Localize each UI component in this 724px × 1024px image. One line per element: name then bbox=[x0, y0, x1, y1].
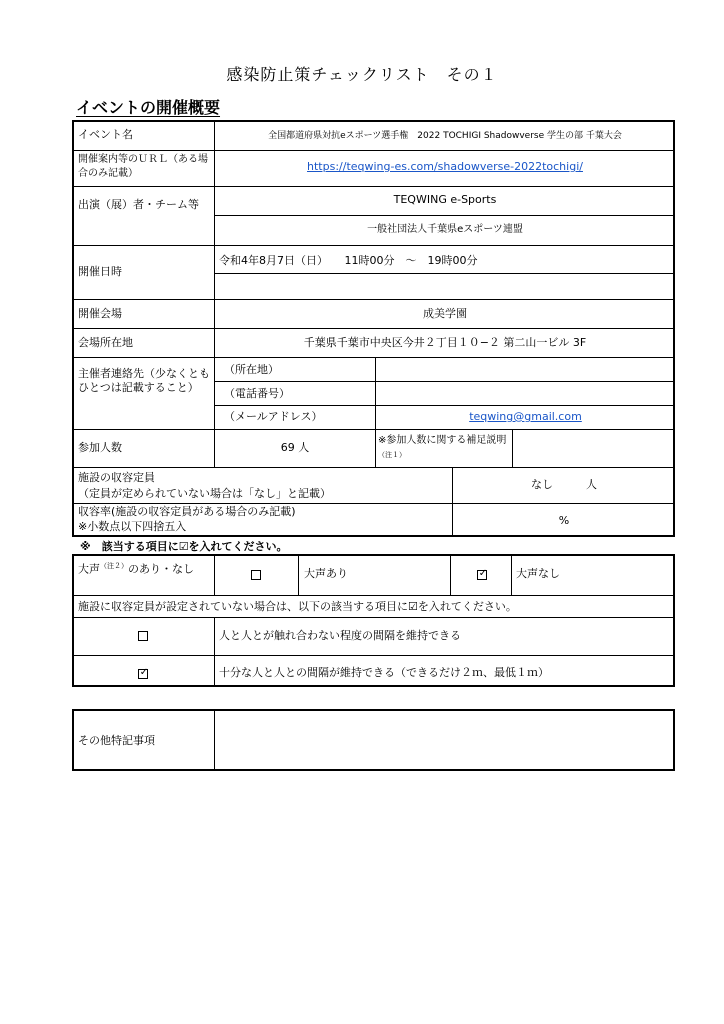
section-title: イベントの開催概要 bbox=[76, 98, 221, 117]
spacing-option-2-label: 十分な人と人との間隔が維持できる（できるだけ２ｍ、最低１ｍ） bbox=[219, 666, 549, 679]
other-notes-label: その他特記事項 bbox=[78, 734, 155, 747]
voice-label: 大声$^{(注2)}$のあり・なし bbox=[78, 562, 194, 576]
organizer-label: 主催者連絡先（少なくともひとつは記載すること） bbox=[78, 367, 210, 394]
date-value: 令和4年8月7日（日） 11時00分 ～ 19時00分 bbox=[219, 254, 478, 267]
performer-2: 一般社団法人千葉県eスポーツ連盟 bbox=[367, 224, 523, 235]
capacity-instruction: 施設に収容定員が設定されていない場合は、以下の該当する項目に☑を入れてください。 bbox=[78, 600, 517, 613]
venue-label: 開催会場 bbox=[78, 307, 122, 320]
participants-note-label: ※参加人数に関する補足説明$^{(注1)}$ bbox=[378, 435, 507, 459]
capacity-value: なし 人 bbox=[531, 478, 597, 491]
occupancy-label-2: ※小数点以下四捨五入 bbox=[78, 520, 187, 533]
date-label: 開催日時 bbox=[78, 265, 122, 278]
capacity-label-1: 施設の収容定員 bbox=[78, 471, 155, 484]
voice-yes-label: 大声あり bbox=[304, 567, 348, 580]
voice-yes-checkbox[interactable] bbox=[251, 570, 261, 580]
address-label: 会場所在地 bbox=[78, 336, 133, 349]
organizer-email-link[interactable]: teqwing@gmail.com bbox=[469, 410, 582, 423]
organizer-phone-label: （電話番号） bbox=[224, 387, 290, 400]
spacing-option-1-label: 人と人とが触れ合わない程度の間隔を維持できる bbox=[219, 629, 461, 642]
voice-no-checkbox[interactable]: ✓ bbox=[478, 568, 488, 579]
voice-no-label: 大声なし bbox=[516, 567, 560, 580]
occupancy-value: % bbox=[558, 514, 570, 527]
guide-url-link[interactable]: https://teqwing-es.com/shadowverse-2022tochigi/ bbox=[307, 160, 583, 173]
address-value: 千葉県千葉市中央区今井２丁目１０−２ 第二山一ビル 3F bbox=[303, 336, 587, 349]
organizer-email-label: （メールアドレス） bbox=[224, 410, 323, 423]
occupancy-label-1: 収容率(施設の収容定員がある場合のみ記載) bbox=[78, 505, 296, 518]
event-name-label: イベント名 bbox=[78, 128, 133, 141]
spacing-option-2-checkbox[interactable]: ✓ bbox=[139, 667, 149, 678]
participants-value: 69 人 bbox=[280, 441, 310, 454]
capacity-label-2: （定員が定められていない場合は「なし」と記載） bbox=[78, 487, 331, 500]
organizer-location-label: （所在地） bbox=[224, 363, 279, 376]
guide-url-label: 開催案内等のＵＲＬ（ある場合のみ記載） bbox=[78, 154, 208, 179]
venue-value: 成美学園 bbox=[423, 307, 467, 320]
performer-label: 出演（展）者・チーム等 bbox=[78, 198, 199, 211]
spacing-option-1-checkbox[interactable] bbox=[138, 631, 148, 641]
event-name-value: 全国都道府県対抗eスポーツ選手権 2022 TOCHIGI Shadowverse 学生の部 千葉大会 bbox=[268, 131, 622, 141]
page-title: 感染防止策チェックリスト その１ bbox=[226, 65, 498, 84]
instruction-text: ※ 該当する項目に☑を入れてください。 bbox=[80, 540, 288, 553]
participants-label: 参加人数 bbox=[78, 441, 122, 454]
performer-1: TEQWING e-Sports bbox=[393, 193, 497, 206]
